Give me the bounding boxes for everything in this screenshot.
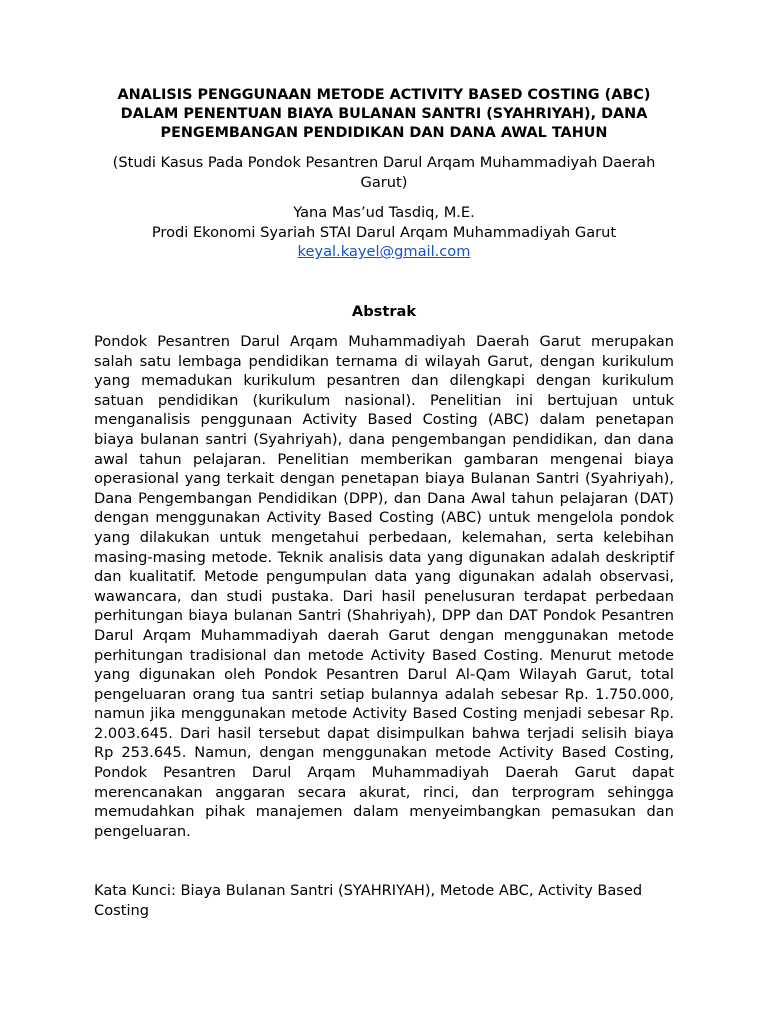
author-email-link[interactable]: keyal.kayel@gmail.com	[297, 243, 471, 260]
author-affiliation: Prodi Ekonomi Syariah STAI Darul Arqam Muhammadiyah Garut	[151, 223, 617, 241]
title-line-3: PENGEMBANGAN PENDIDIKAN DAN DANA AWAL TAHUN	[160, 125, 608, 141]
paper-subtitle: (Studi Kasus Pada Pondok Pesantren Darul Arqam Muhammadiyah Daerah Garut)	[112, 154, 656, 191]
abstract-heading: Abstrak	[351, 302, 417, 320]
author-name: Yana Mas’ud Tasdiq, M.E.	[293, 204, 475, 221]
title-line-2: DALAM PENENTUAN BIAYA BULANAN SANTRI (SYAHRIYAH), DANA	[120, 106, 648, 122]
author-block	[94, 203, 674, 262]
paper-title	[94, 86, 674, 143]
abstract-text: Pondok Pesantren Darul Arqam Muhammadiyah Daerah Garut merupakan salah satu lembaga pendidikan ternama di wilayah Garut, dengan kurikulum yang memadukan kurikulum pesantren dan dilengkapi dengan kurikulum satuan pendidikan (kurikulum nasional). Penelitian ini bertujuan untuk menganalisis penggunaan Activity Based Costing (ABC) dalam penetapan biaya bulanan santri (Syahriyah), dana pengembangan pendidikan, dan dana awal tahun pelajaran. Penelitian memberikan gambaran mengenai biaya operasional yang terkait dengan penetapan biaya Bulanan Santri (Syahriyah), Dana Pengembangan Pendidikan (DPP), dan Dana Awal tahun pelajaran (DAT) dengan menggunakan Activity Based Costing (ABC) untuk mengelola pondok yang dilakukan untuk mengetahui perbedaan, kelemahan, serta kelebihan masing-masing metode. Teknik analisis data yang digunakan adalah deskriptif dan kualitatif. Metode pengumpulan data yang digunakan adalah observasi, wawancara, dan studi pustaka. Dari hasil penelusuran terdapat perbedaan perhitungan biaya bulanan Santri (Shahriyah), DPP dan DAT Pondok Pesantren Darul Arqam Muhammadiyah daerah Garut dengan menggunakan metode perhitungan tradisional dan metode Activity Based Costing. Menurut metode yang digunakan oleh Pondok Pesantren Darul Al-Qam Wilayah Garut, total pengeluaran orang tua santri setiap bulannya adalah sebesar Rp. 1.750.000, namun jika menggunakan metode Activity Based Costing menjadi sebesar Rp. 2.003.645. Dari hasil tersebut dapat disimpulkan bahwa terjadi selisih biaya Rp 253.645. Namun, dengan menggunakan metode Activity Based Costing, Pondok Pesantren Darul Arqam Muhammadiyah Daerah Garut dapat merencanakan anggaran secara akurat, rinci, dan terprogram sehingga memudahkan pihak manajemen dalam menyeimbangkan pemasukan dan pengeluaran.	[94, 333, 674, 840]
paper-page	[94, 86, 674, 921]
keywords: Kata Kunci: Biaya Bulanan Santri (SYAHRIYAH), Metode ABC, Activity Based Costing	[94, 882, 643, 920]
title-line-1: ANALISIS PENGGUNAAN METODE ACTIVITY BASED COSTING (ABC)	[117, 87, 651, 103]
